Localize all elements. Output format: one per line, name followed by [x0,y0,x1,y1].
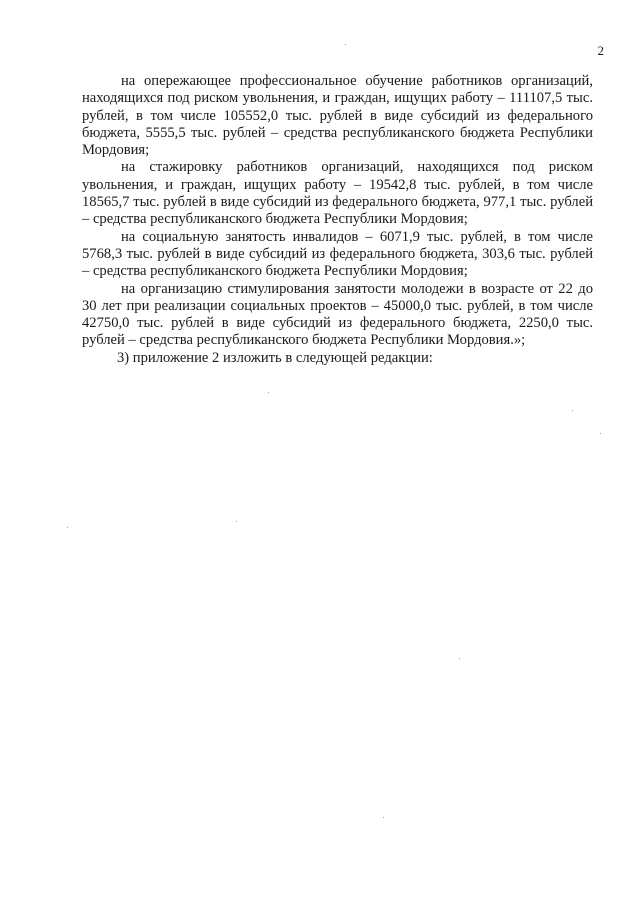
paragraph-appendix-instruction: 3) приложение 2 изложить в следующей редакции: [117,349,433,366]
scan-speck [67,527,68,528]
scan-speck [459,658,460,659]
page-number: 2 [597,43,604,58]
scan-speck [600,433,601,434]
scan-speck [268,392,269,393]
paragraph-youth-employment: на организацию стимулирования занятости молодежи в возрасте от 22 до 30 лет при реализации социальных проектов – 45000,0 тыс. рублей, в том числе 42750,0 тыс. рублей в виде субсидий из федерального бюджета, 2250,0 тыс. рублей – средства республиканского бюджета Республики Мордовия.»; [82,280,593,349]
scan-speck [345,44,346,45]
document-body [82,73,593,367]
paragraph-disabled-employment: на социальную занятость инвалидов – 6071,9 тыс. рублей, в том числе 5768,3 тыс. рублей в виде субсидий из федерального бюджета, 303,6 тыс. рублей – средства республиканского бюджета Республики Мордовия; [82,228,593,280]
paragraph-internship: на стажировку работников организаций, находящихся под риском увольнения, и граждан, ищущих работу – 19542,8 тыс. рублей, в том числе 18565,7 тыс. рублей в виде субсидий из федерального бюджета, 977,1 тыс. рублей – средства республиканского бюджета Республики Мордовия; [82,159,593,228]
scan-speck [236,521,237,522]
scan-speck [383,817,384,818]
paragraph-retraining: на опережающее профессиональное обучение работников организаций, находящихся под риском увольнения, и граждан, ищущих работу – 111107,5 тыс. рублей, в том числе 105552,0 тыс. рублей в виде субсидий из федерального бюджета, 5555,5 тыс. рублей – средства республиканского бюджета Республики Мордовия; [82,73,593,159]
scan-speck [572,410,573,411]
